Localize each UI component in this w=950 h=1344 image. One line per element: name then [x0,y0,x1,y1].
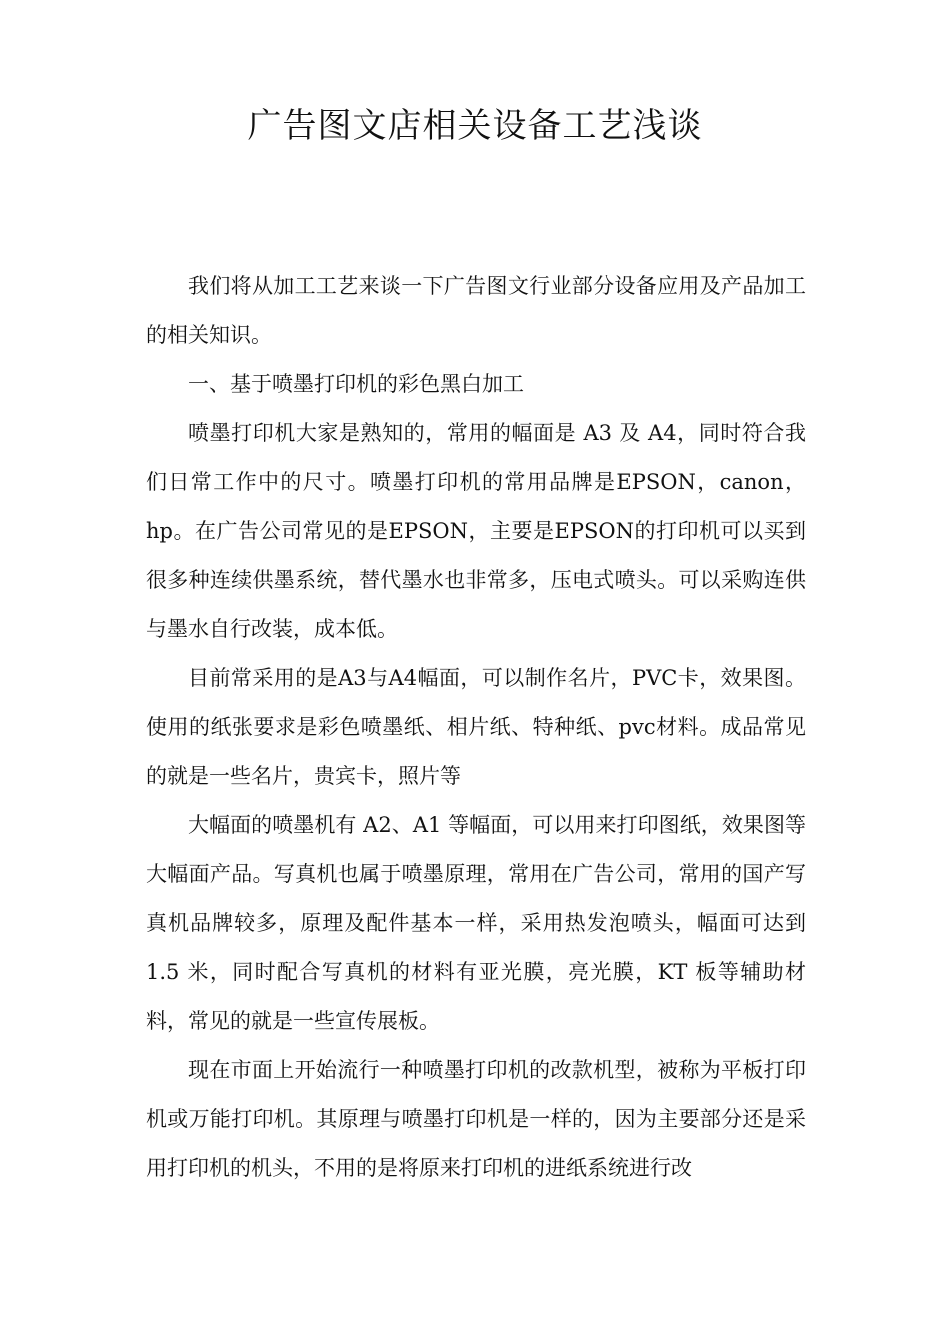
document-body [146,262,806,1193]
paragraph-intro: 我们将从加工工艺来谈一下广告图文行业部分设备应用及产品加工的相关知识。 [146,274,806,347]
section-heading: 一、基于喷墨打印机的彩色黑白加工 [188,372,524,396]
paragraph-large-format: 大幅面的喷墨机有 A2、A1 等幅面，可以用来打印图纸，效果图等大幅面产品。写真机也属于喷墨原理，常用在广告公司，常用的国产写真机品牌较多，原理及配件基本一样，采用热发泡喷头，幅面可达到 1.5 米，同时配合写真机的材料有亚光膜，亮光膜，KT 板等辅助材料，常见的就是一些宣传展板。 [146,813,806,1033]
paragraph-inkjet-printers: 喷墨打印机大家是熟知的，常用的幅面是 A3 及 A4，同时符合我们日常工作中的尺寸。喷墨打印机的常用品牌是EPSON，canon，hp。在广告公司常见的是EPSON，主要是EPSON的打印机可以买到很多种连续供墨系统，替代墨水也非常多，压电式喷头。可以采购连供与墨水自行改装，成本低。 [146,421,806,641]
paragraph-flatbed-printer: 现在市面上开始流行一种喷墨打印机的改款机型，被称为平板打印机或万能打印机。其原理与喷墨打印机是一样的，因为主要部分还是采用打印机的机头，不用的是将原来打印机的进纸系统进行改 [146,1058,806,1180]
paragraph-a3-a4-usage: 目前常采用的是A3与A4幅面，可以制作名片，PVC卡，效果图。使用的纸张要求是彩色喷墨纸、相片纸、特种纸、pvc材料。成品常见的就是一些名片，贵宾卡，照片等 [146,666,806,788]
document-title: 广告图文店相关设备工艺浅谈 [247,106,703,146]
